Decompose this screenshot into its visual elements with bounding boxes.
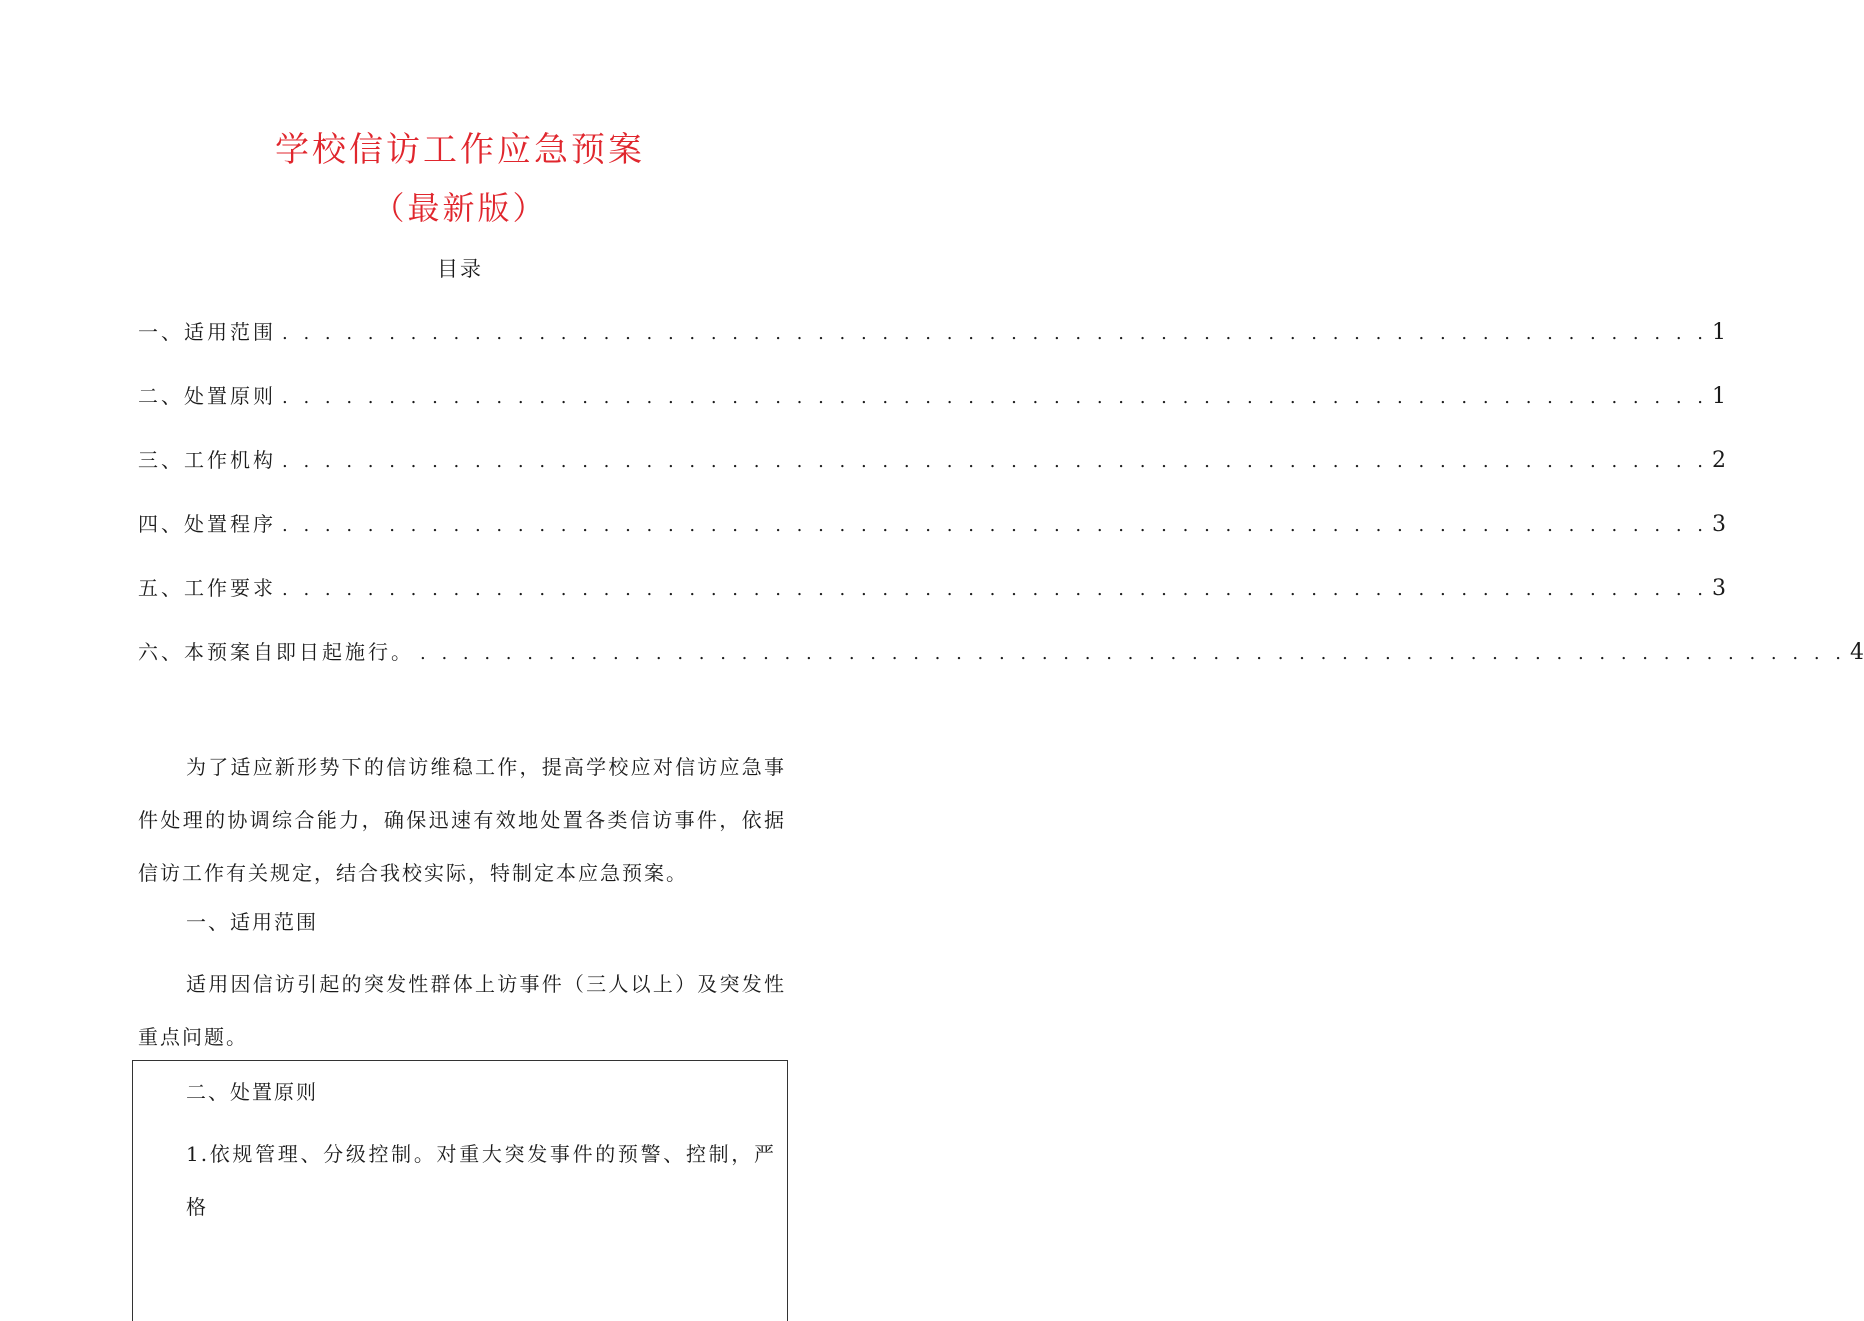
scope-paragraph: 适用因信访引起的突发性群体上访事件（三人以上）及突发性重点问题。 [138,972,786,1049]
toc-item[interactable] [138,572,1726,636]
toc-leader-dots: . . . . . . . . . . . . . . . . . . . . . . . . . . . . . . . . . . . . . . . . . . . . . . . . . . . . . . . . . . . . . . . . . . . [282,323,1708,344]
table-of-contents [138,316,1864,700]
toc-item[interactable] [138,380,1726,444]
document-title: 学校信访工作应急预案 [275,130,645,170]
toc-item-label: 五、工作要求 [138,576,276,600]
principle-item-1: 1.依规管理、分级控制。对重大突发事件的预警、控制，严格 [186,1142,776,1219]
document-subtitle: （最新版） [372,189,548,227]
section-heading-scope: 一、适用范围 [186,910,318,934]
toc-leader-dots: . . . . . . . . . . . . . . . . . . . . . . . . . . . . . . . . . . . . . . . . . . . . . . . . . . . . . . . . . . . . . . . . . . . [420,643,1846,664]
section-heading-principles: 二、处置原则 [186,1080,318,1104]
toc-leader-dots: . . . . . . . . . . . . . . . . . . . . . . . . . . . . . . . . . . . . . . . . . . . . . . . . . . . . . . . . . . . . . . . . . . . [282,515,1708,536]
toc-leader-dots: . . . . . . . . . . . . . . . . . . . . . . . . . . . . . . . . . . . . . . . . . . . . . . . . . . . . . . . . . . . . . . . . . . . [282,387,1708,408]
toc-leader-dots: . . . . . . . . . . . . . . . . . . . . . . . . . . . . . . . . . . . . . . . . . . . . . . . . . . . . . . . . . . . . . . . . . . . [282,451,1708,472]
toc-item-page: 3 [1711,512,1726,537]
toc-item-page: 1 [1711,320,1726,345]
intro-paragraph: 为了适应新形势下的信访维稳工作，提高学校应对信访应急事件处理的协调综合能力，确保迅速有效地处置各类信访事件，依据信访工作有关规定，结合我校实际，特制定本应急预案。 [138,755,786,885]
toc-item[interactable] [138,316,1726,380]
toc-item[interactable] [138,636,1864,700]
toc-item-page: 1 [1711,384,1726,409]
toc-heading: 目录 [437,257,483,281]
toc-item[interactable] [138,444,1726,508]
toc-item-label: 六、本预案自即日起施行。 [138,640,414,664]
toc-item[interactable] [138,508,1726,572]
toc-item-page: 4 [1849,640,1864,665]
toc-leader-dots: . . . . . . . . . . . . . . . . . . . . . . . . . . . . . . . . . . . . . . . . . . . . . . . . . . . . . . . . . . . . . . . . . . . [282,579,1708,600]
toc-item-label: 一、适用范围 [138,320,276,344]
toc-item-label: 三、工作机构 [138,448,276,472]
toc-item-label: 四、处置程序 [138,512,276,536]
toc-item-label: 二、处置原则 [138,384,276,408]
toc-item-page: 2 [1711,448,1726,473]
toc-item-page: 3 [1711,576,1726,601]
